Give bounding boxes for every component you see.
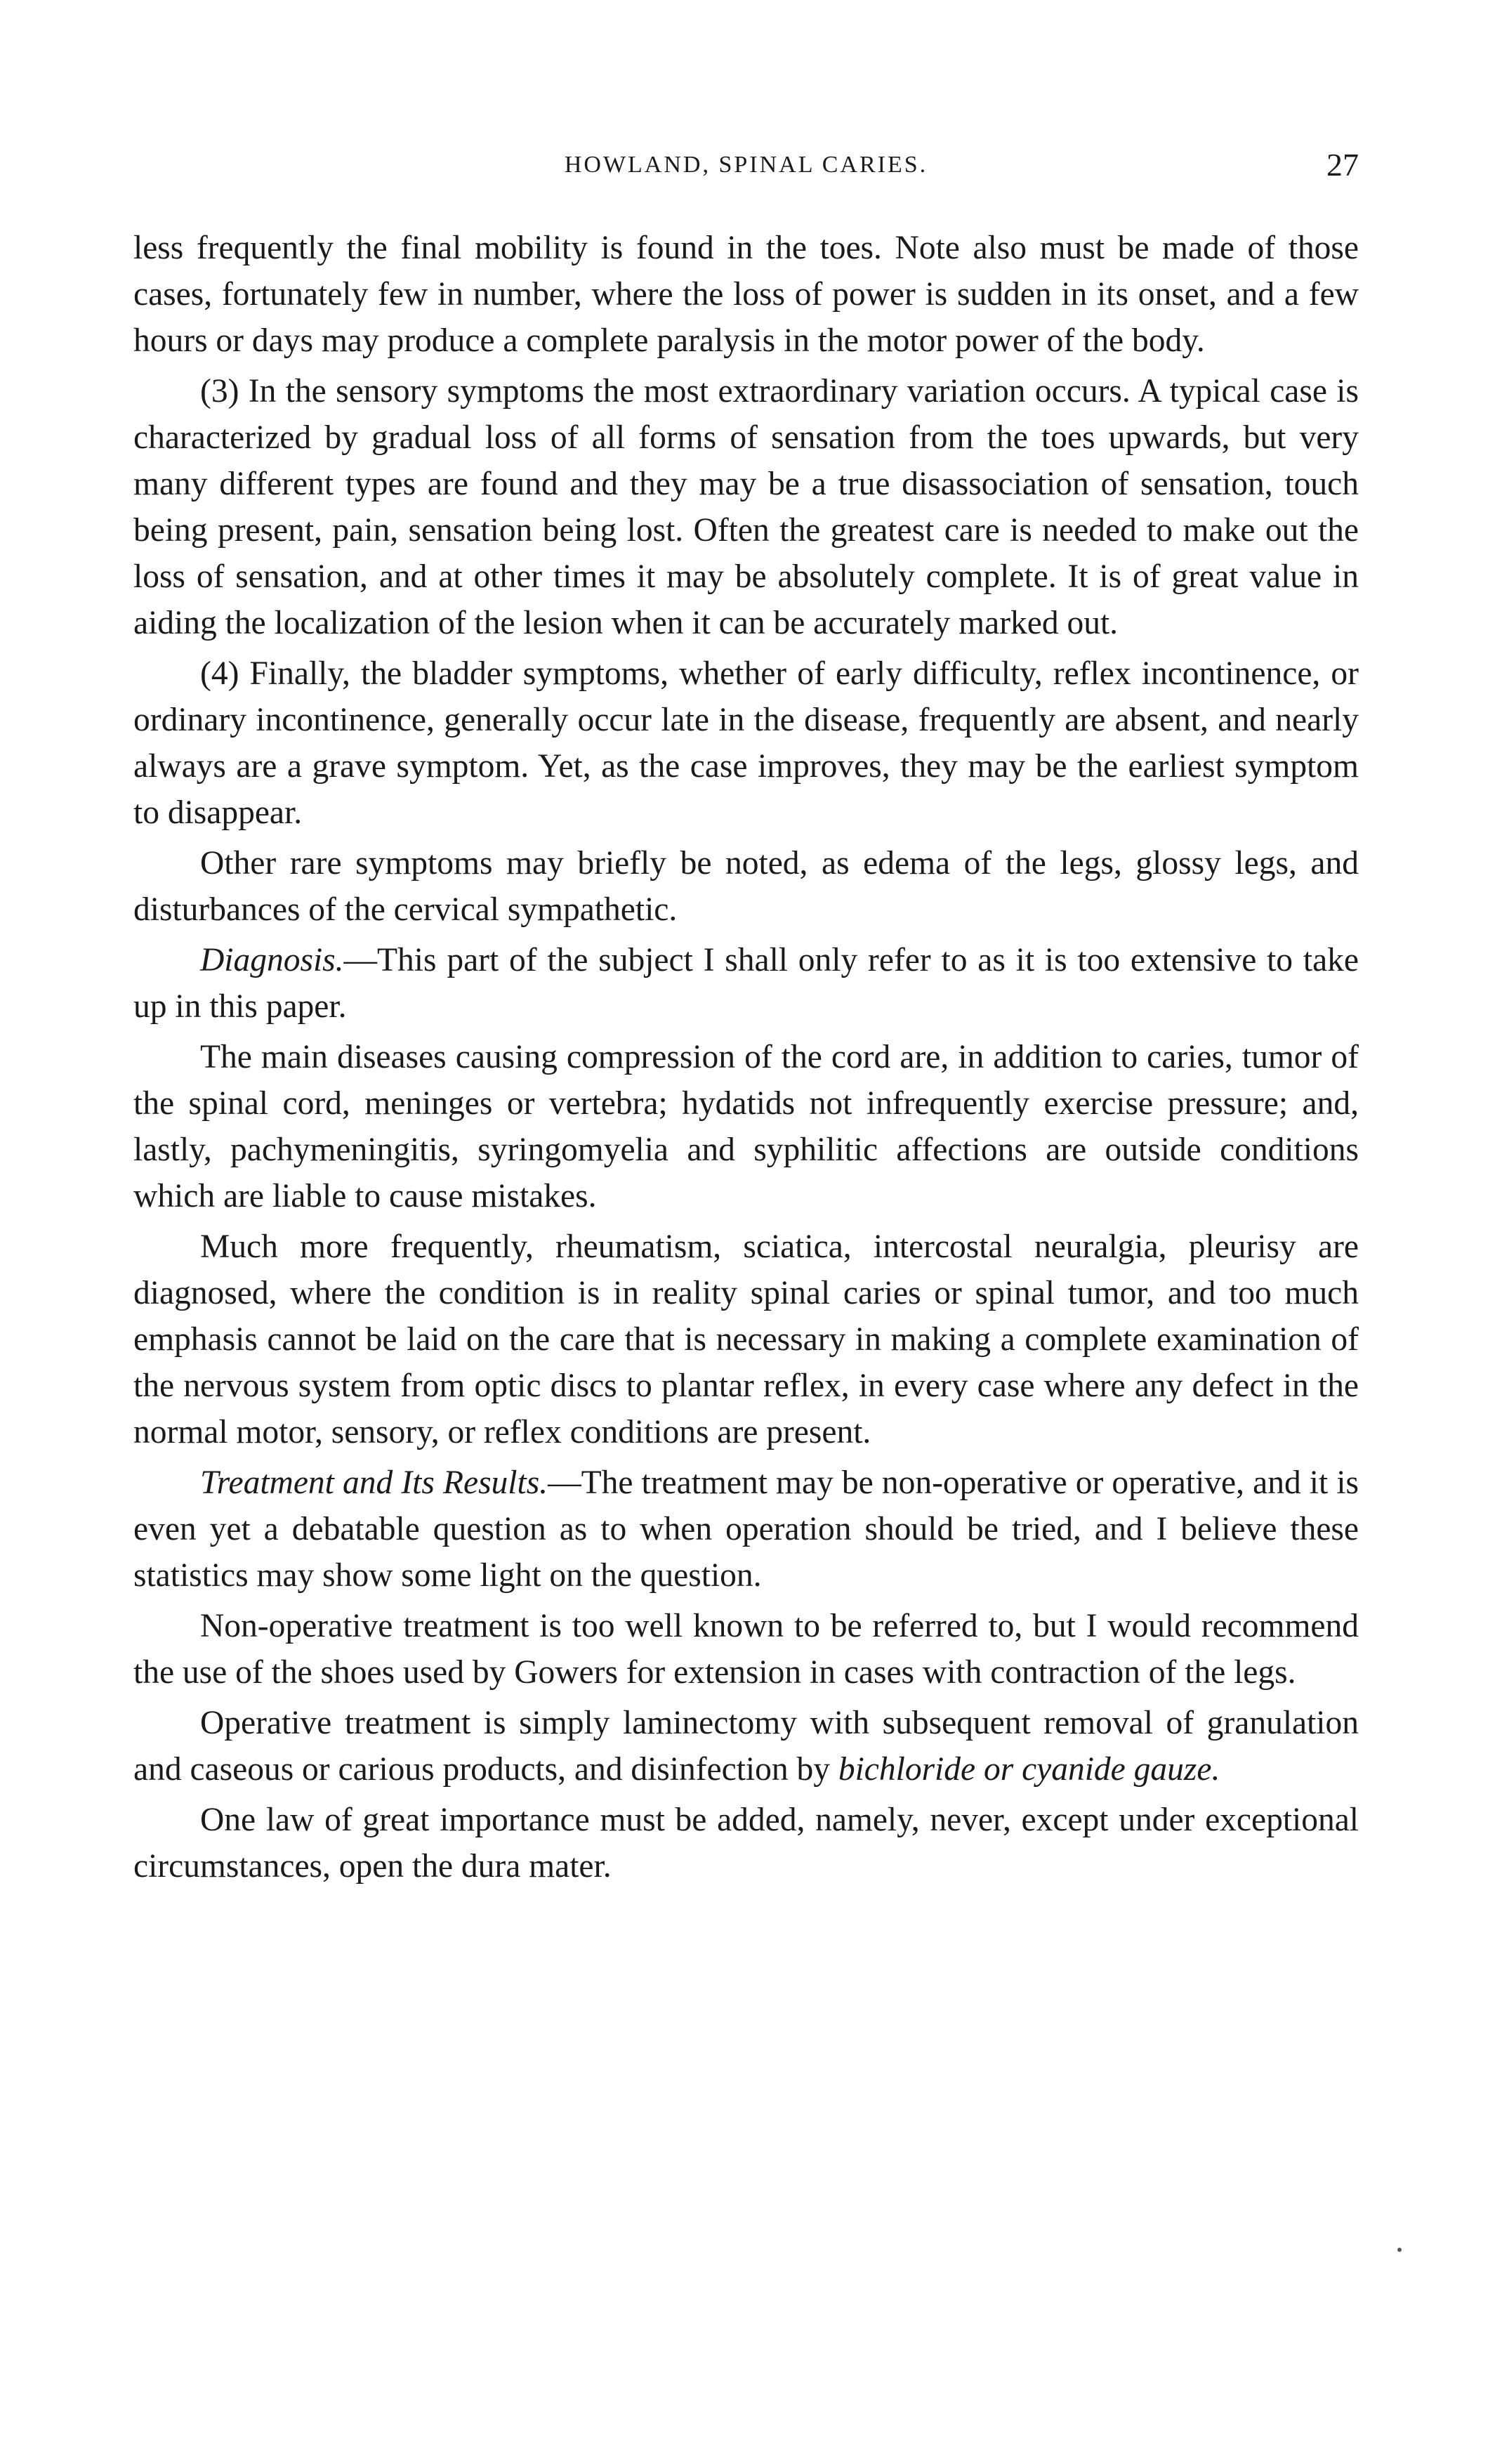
paragraph: Much more frequently, rheumatism, sciatica, intercostal neuralgia, pleurisy are diagnosed, where the condition is in reality spinal caries or spinal tumor, and too much emphasis cannot be laid on the care that is necessary in making a complete examination of the nervous system from optic discs to plantar reflex, in every case where any defect in the normal motor, sensory, or reflex conditions are present. bbox=[133, 1228, 1359, 1450]
page-number: 27 bbox=[1326, 147, 1359, 183]
italic-phrase: bichloride or cyanide gauze. bbox=[838, 1751, 1220, 1788]
paragraph: Non-operative treatment is too well known to be referred to, but I would recommend the use of the shoes used by Gowers for extension in cases with contraction of the legs. bbox=[133, 1608, 1359, 1691]
paragraph-treatment bbox=[133, 1460, 1359, 1599]
paragraph-text: —The treatment may be non-operative or operative, and it is even yet a debatable question as to when operation should be tried, and I believe these statistics may show some light on the question. bbox=[133, 1464, 1359, 1594]
paragraph: less frequently the final mobility is found in the toes. Note also must be made of those cases, fortunately few in number, where the loss of power is sudden in its onset, and a few hours or days may produce a complete paralysis in the motor power of the body. bbox=[133, 230, 1359, 359]
running-header bbox=[133, 146, 1359, 188]
paragraph-text: Operative treatment is simply laminectomy with subsequent removal of granulation and caseous or carious products, and disinfection by bbox=[133, 1705, 1359, 1788]
paragraph-operative bbox=[133, 1700, 1359, 1793]
paragraph: Other rare symptoms may briefly be noted, as edema of the legs, glossy legs, and disturbances of the cervical sympathetic. bbox=[133, 845, 1359, 928]
paragraph: (4) Finally, the bladder symptoms, whether of early difficulty, reflex incontinence, or ordinary incontinence, generally occur late in the disease, frequently are absent, and nearly always are a grave symptom. Yet, as the case improves, they may be the earliest symptom to disappear. bbox=[133, 655, 1359, 831]
ink-speck bbox=[1397, 2248, 1402, 2252]
section-heading-treatment: Treatment and Its Results. bbox=[200, 1464, 548, 1501]
paragraph: (3) In the sensory symptoms the most extraordinary variation occurs. A typical case is characterized by gradual loss of all forms of sensation from the toes upwards, but very many different types are found and they may be a true disassociation of sensation, touch being present, pain, sensation being lost. Often the greatest care is needed to make out the loss of sensation, and at other times it may be absolutely complete. It is of great value in aiding the localization of the lesion when it can be accurately marked out. bbox=[133, 373, 1359, 641]
section-heading-diagnosis: Diagnosis. bbox=[200, 942, 344, 978]
running-title: HOWLAND, SPINAL CARIES. bbox=[564, 152, 928, 178]
body-text bbox=[133, 225, 1359, 1894]
paragraph: The main diseases causing compression of the cord are, in addition to caries, tumor of the spinal cord, meninges or vertebra; hydatids not infrequently exercise pressure; and, lastly, pachymeningitis, syringomyelia and syphilitic affections are outside conditions which are liable to cause mistakes. bbox=[133, 1039, 1359, 1214]
paragraph-diagnosis bbox=[133, 937, 1359, 1030]
paragraph-text: —This part of the subject I shall only refer to as it is too extensive to take up in this paper. bbox=[133, 942, 1359, 1025]
paragraph: One law of great importance must be added, namely, never, except under exceptional circumstances, open the dura mater. bbox=[133, 1802, 1359, 1885]
